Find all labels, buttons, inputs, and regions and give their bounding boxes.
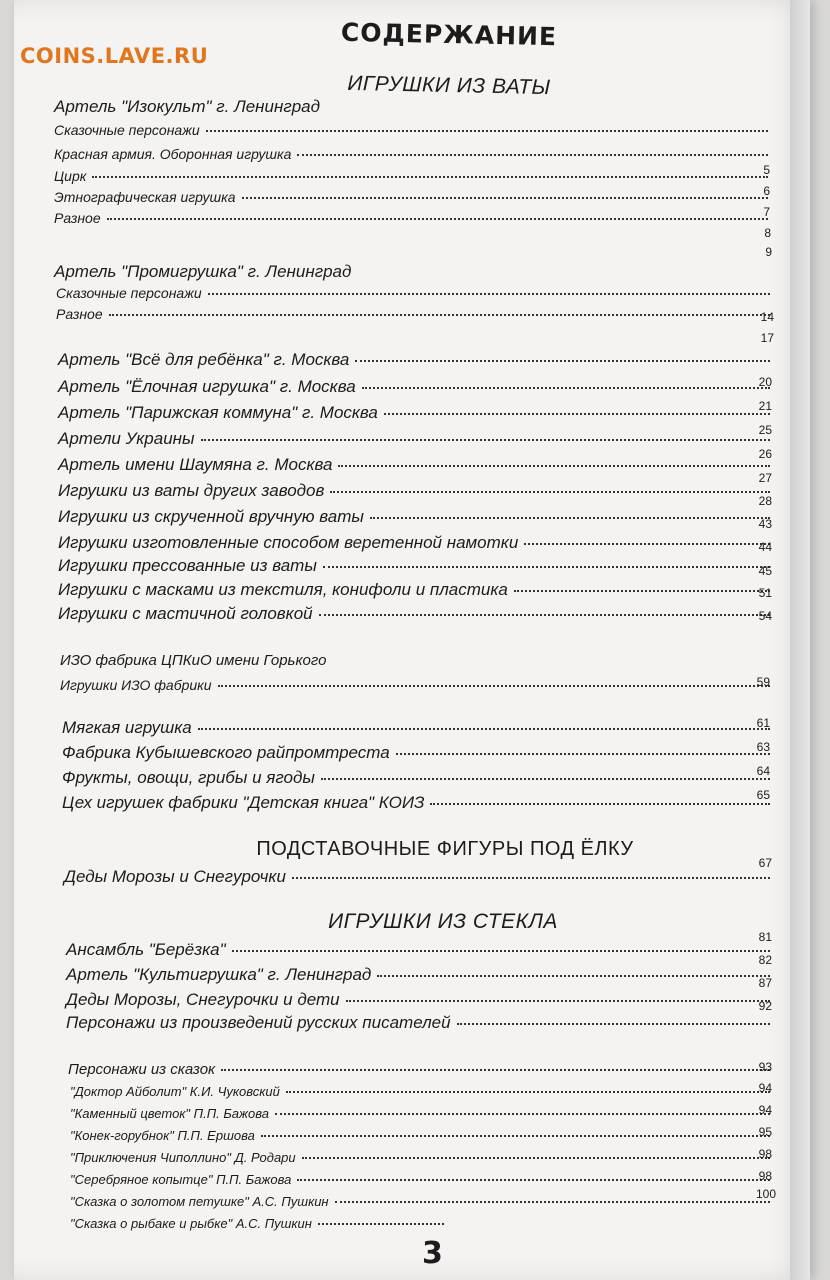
- page-ref: 8: [764, 226, 771, 240]
- toc-entry: Игрушки с мастичной головкой: [58, 604, 776, 624]
- page-ref: 100: [755, 1187, 776, 1201]
- page-ref: 26: [758, 447, 772, 461]
- page-ref: 20: [758, 375, 772, 389]
- page-ref: 63: [756, 740, 770, 754]
- section-heading-glass: ИГРУШКИ ИЗ СТЕКЛА: [328, 910, 558, 933]
- toc-entry: "Сказка о рыбаке и рыбке" А.С. Пушкин: [70, 1216, 450, 1231]
- toc-entry: Артель "Промигрушка" г. Ленинград: [54, 262, 352, 281]
- page-ref: 59: [756, 675, 770, 689]
- toc-entry: Игрушки изготовленные способом веретенной намотки: [58, 533, 776, 553]
- page-ref: 67: [758, 856, 772, 870]
- page-ref: 7: [763, 205, 770, 219]
- toc-entry: Ансамбль "Берёзка": [66, 940, 776, 960]
- page-ref: 61: [756, 716, 770, 730]
- toc-entry: Артели Украины: [58, 429, 776, 449]
- toc-entry: Мягкая игрушка: [62, 718, 776, 738]
- page-ref: 98: [758, 1147, 772, 1161]
- section-heading-cotton: ИГРУШКИ ИЗ ВАТЫ: [347, 71, 551, 100]
- toc-entry: Этнографическая игрушка: [54, 189, 774, 205]
- page-ref: 44: [758, 540, 772, 554]
- page-ref: 14: [760, 310, 774, 324]
- toc-entry: Сказочные персонажи: [56, 285, 776, 301]
- toc-entry: "Серебряное копытце" П.П. Бажова: [70, 1172, 776, 1187]
- toc-entry: Игрушки прессованные из ваты: [58, 556, 776, 576]
- page-ref: 98: [758, 1169, 772, 1183]
- watermark-text: COINS.LAVE.RU: [20, 44, 209, 68]
- page-ref: 9: [765, 245, 772, 259]
- page-ref: 81: [758, 930, 772, 944]
- page-ref: 93: [758, 1060, 772, 1074]
- toc-entry: Персонажи из произведений русских писателей: [66, 1013, 776, 1033]
- page-ref: 25: [758, 423, 772, 437]
- page-edge-shadow: [790, 0, 810, 1280]
- page-ref: 6: [763, 184, 770, 198]
- toc-entry: Игрушки из ваты других заводов: [58, 481, 776, 501]
- section-heading-stand-figures: ПОДСТАВОЧНЫЕ ФИГУРЫ ПОД ЁЛКУ: [256, 838, 634, 860]
- page-ref: 17: [760, 331, 774, 345]
- page-ref: 87: [758, 976, 772, 990]
- page-ref: 5: [763, 163, 770, 177]
- toc-entry: Деды Морозы, Снегурочки и дети: [66, 990, 776, 1010]
- toc-entry: Разное: [56, 306, 776, 322]
- page-ref: 82: [758, 953, 772, 967]
- toc-entry: "Сказка о золотом петушке" А.С. Пушкин: [70, 1194, 776, 1209]
- toc-entry: Артель "Всё для ребёнка" г. Москва: [58, 350, 776, 370]
- contents-title: СОДЕРЖАНИЕ: [340, 17, 558, 52]
- page-ref: 28: [758, 494, 772, 508]
- toc-entry: Артель "Изокульт" г. Ленинград: [54, 97, 321, 116]
- toc-entry: Персонажи из сказок: [68, 1061, 776, 1078]
- toc-entry: Разное: [54, 210, 774, 226]
- toc-entry: "Приключения Чиполлино" Д. Родари: [70, 1150, 776, 1165]
- page-ref: 21: [758, 399, 772, 413]
- page-ref: 92: [758, 999, 772, 1013]
- page-ref: 45: [758, 564, 772, 578]
- page-ref: 94: [758, 1081, 772, 1095]
- page-ref: 94: [758, 1103, 772, 1117]
- toc-entry: "Каменный цветок" П.П. Бажова: [70, 1106, 776, 1121]
- page-ref: 43: [758, 517, 772, 531]
- page-ref: 64: [756, 764, 770, 778]
- toc-entry: Артель "Ёлочная игрушка" г. Москва: [58, 377, 776, 397]
- page-ref: 54: [758, 609, 772, 623]
- toc-entry: "Доктор Айболит" К.И. Чуковский: [70, 1084, 776, 1099]
- toc-entry: ИЗО фабрика ЦПКиО имени Горького: [60, 652, 327, 669]
- toc-entry: Деды Морозы и Снегурочки: [64, 867, 776, 887]
- page-number: 3: [422, 1236, 443, 1271]
- toc-entry: Фрукты, овощи, грибы и ягоды: [62, 768, 776, 788]
- toc-entry: Артель "Культигрушка" г. Ленинград: [66, 965, 776, 985]
- page-ref: 95: [758, 1125, 772, 1139]
- toc-entry: Игрушки из скрученной вручную ваты: [58, 507, 776, 527]
- toc-entry: "Конек-горубнок" П.П. Ершова: [70, 1128, 776, 1143]
- toc-entry: Игрушки ИЗО фабрики: [60, 677, 776, 693]
- toc-entry: Цирк: [54, 168, 774, 184]
- toc-entry: Игрушки с масками из текстиля, конифоли и пластика: [58, 580, 776, 600]
- toc-entry: Артель "Парижская коммуна" г. Москва: [58, 403, 776, 423]
- toc-entry: Красная армия. Оборонная игрушка: [54, 146, 774, 162]
- page-ref: 51: [758, 586, 772, 600]
- page-ref: 65: [756, 788, 770, 802]
- toc-entry: Артель имени Шаумяна г. Москва: [58, 455, 776, 475]
- toc-entry: Цех игрушек фабрики "Детская книга" КОИЗ: [62, 793, 776, 813]
- toc-entry: Сказочные персонажи: [54, 122, 774, 138]
- book-page: [14, 0, 810, 1280]
- toc-entry: Фабрика Кубышевского райпромтреста: [62, 743, 776, 763]
- page-ref: 27: [758, 471, 772, 485]
